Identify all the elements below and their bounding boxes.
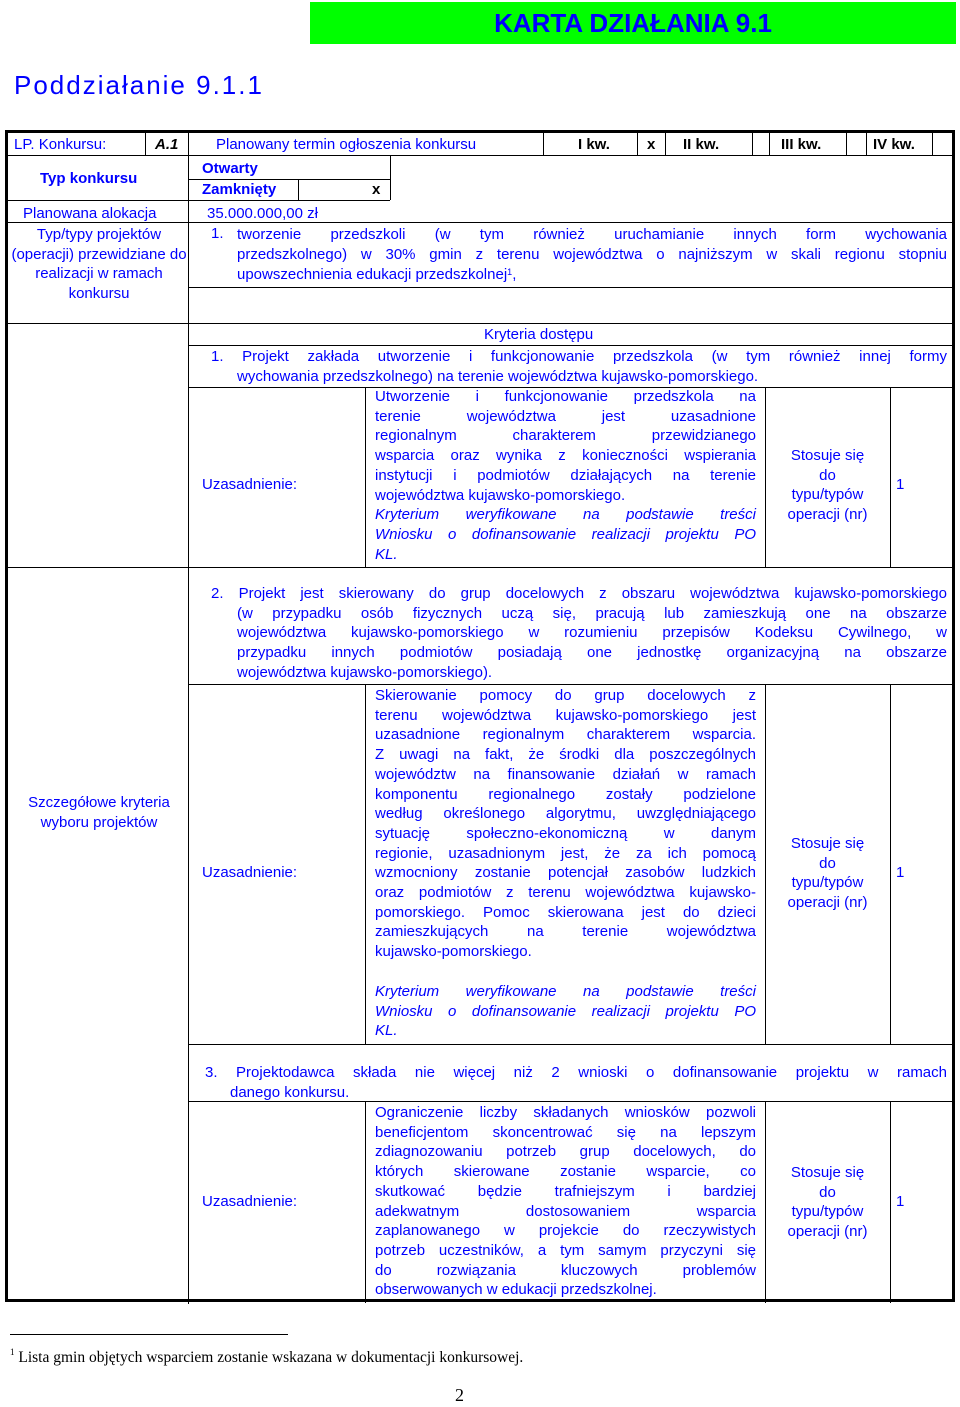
verification-line: Wniosku o dofinansowanie realizacji projektu PO <box>375 525 756 543</box>
row-divider <box>5 155 955 156</box>
applies-line: operacji (nr) <box>787 894 868 912</box>
criterion-2-uzasadnienie-label: Uzasadnienie: <box>202 864 298 881</box>
text-line: województwa kujawsko-pomorskiego). <box>237 663 493 681</box>
criterion-1-text: 1. Projekt zakłada utworzenie i funkcjonowanie przedszkola (w tym również innej formy <box>211 348 947 365</box>
lp-label: LP. Konkursu: <box>14 136 107 153</box>
row-divider <box>188 684 955 685</box>
row-divider <box>5 567 955 568</box>
row-divider <box>5 222 955 223</box>
text-line: 2. Projekt jest skierowany do grup docelowych z obszaru województwa kujawsko-pomorskiego <box>211 585 947 602</box>
divider <box>145 132 146 156</box>
criterion-3-applies-value: 1 <box>896 1193 905 1210</box>
verification-line: KL. <box>375 545 398 563</box>
column-divider <box>188 222 189 1304</box>
divider <box>188 200 189 222</box>
option-zamkniety-mark: x <box>372 181 381 198</box>
text-line: regionie, uzasadnionym jest, że za ich pomocą <box>375 844 756 862</box>
criterion-2-uzasadnienie-text <box>375 686 756 962</box>
quarter-1-mark: x <box>647 136 656 153</box>
criterion-2-applies-label <box>765 834 890 913</box>
text-line: wsparcia oraz wynika z konieczności wspierania <box>375 447 756 465</box>
alokacja-label: Planowana alokacja <box>23 205 157 222</box>
text-line: do rozwiązania kluczowych problemów <box>375 1261 756 1279</box>
criterion-2-text <box>211 584 947 683</box>
szczegolowe-label: Szczegółowe kryteria wyboru projektów <box>28 794 170 831</box>
criterion-3-uzasadnienie-text <box>375 1103 756 1300</box>
text-line: beneficjentom skoncentrować się na lepszym <box>375 1123 756 1141</box>
criterion-2-applies-value: 1 <box>896 864 905 881</box>
criterion-3-text: 3. Projektodawca składa nie więcej niż 2 wnioski o dofinansowanie projektu w ramach <box>205 1064 947 1081</box>
text-line: sytuację społeczno-ekonomiczną w danym <box>375 824 756 842</box>
footnote-separator <box>10 1334 288 1335</box>
text-line: województw na finansowanie działań w ramach <box>375 765 756 783</box>
quarter-4: IV kw. <box>873 136 915 153</box>
applies-line: operacji (nr) <box>787 1223 868 1241</box>
criterion-1-text: wychowania przedszkolnego) na terenie województwa kujawsko-pomorskiego. <box>237 368 759 385</box>
text-line: uzasadnione regionalnym charakterem wsparcia. <box>375 726 756 744</box>
applies-line: typu/typów <box>791 486 864 504</box>
applies-line: Stosuje się <box>790 835 865 852</box>
text-line: według określonego algorytmu, uwzględniającego <box>375 805 756 823</box>
footnote-ref: 1 <box>507 267 513 277</box>
kryteria-dostepu-heading: Kryteria dostępu <box>484 326 594 343</box>
criterion-3-applies-label <box>765 1163 890 1242</box>
text-line: zamieszkujących na terenie województwa <box>375 923 756 941</box>
text-line: terenu województwa kujawsko-pomorskiego jest <box>375 706 756 724</box>
divider <box>769 132 770 156</box>
row-divider <box>5 200 390 201</box>
typ-item-line: tworzenie przedszkoli (w tym również uruchamianie innych form wychowania <box>237 226 947 243</box>
typy-projektow-label: Typ/typy projektów (operacji) przewidziane do realizacji w ramach konkursu <box>11 226 187 303</box>
typ-item-number: 1. <box>211 225 224 242</box>
applies-line: operacji (nr) <box>787 506 868 524</box>
alokacja-value: 35.000.000,00 zł <box>207 205 318 222</box>
text-line: KL. <box>375 1022 398 1040</box>
text-line: Kryterium weryfikowane na podstawie treści <box>375 983 756 1000</box>
row-divider <box>188 179 390 180</box>
applies-line: do <box>819 1183 836 1201</box>
page-subtitle: Poddziałanie 9.1.1 <box>14 70 264 100</box>
text-line: potrzeb uczestników, a tym samym przyczyni się <box>375 1241 756 1259</box>
applies-line: Stosuje się <box>790 447 865 464</box>
divider <box>365 684 366 1044</box>
option-otwarty: Otwarty <box>202 160 258 177</box>
criterion-1-applies-value: 1 <box>896 476 905 493</box>
row-divider <box>188 1044 955 1045</box>
text-line: Utworzenie i funkcjonowanie przedszkola na <box>375 388 756 405</box>
divider <box>890 684 891 1044</box>
text-line: Z uwagi na fakt, że środki dla poszczególnych <box>375 746 756 764</box>
footnote: $^1$ Lista gmin objętych wsparciem zostanie wskazana w dokumentacji konkursowej. <box>10 1347 524 1366</box>
text-line: Ograniczenie liczby składanych wniosków pozwoli <box>375 1104 756 1121</box>
divider <box>665 132 666 156</box>
criterion-1-applies-label <box>765 446 890 525</box>
text-line: oraz podmiotów z terenu województwa kujawsko- <box>375 884 756 902</box>
text-line: instytucji i podmiotów działających na terenie <box>375 466 756 484</box>
row-divider <box>5 323 955 324</box>
text-line: Wniosku o dofinansowanie realizacji projektu PO <box>375 1002 756 1020</box>
typ-item-last-line: upowszechnienia edukacji przedszkolnej$^1$, <box>237 266 517 283</box>
text-line: pomorskiego. Pomoc skierowana jest do dzieci <box>375 903 756 921</box>
termin-label: Planowany termin ogłoszenia konkursu <box>216 136 477 153</box>
quarter-1: I kw. <box>578 136 610 153</box>
text-line: wzmocniony zostanie potencjał zasobów ludzkich <box>375 864 756 882</box>
applies-line: typu/typów <box>791 874 864 892</box>
criterion-3-text: danego konkursu. <box>230 1084 350 1101</box>
divider <box>932 132 933 156</box>
applies-line: Stosuje się <box>790 1164 865 1181</box>
divider <box>365 387 366 567</box>
typ-konkursu-label: Typ konkursu <box>40 170 138 187</box>
divider <box>890 1101 891 1303</box>
applies-line: typu/typów <box>791 1203 864 1221</box>
text-line: kujawsko-pomorskiego. <box>375 943 532 961</box>
text-line: Skierowanie pomocy do grup docelowych z <box>375 687 756 704</box>
lp-value: A.1 <box>155 136 179 153</box>
divider <box>846 132 847 156</box>
verification-line: Kryterium weryfikowane na podstawie treści <box>375 506 756 524</box>
row-divider <box>188 1101 955 1102</box>
divider <box>365 1101 366 1303</box>
criterion-1-uzasadnienie-text <box>375 387 756 564</box>
applies-line: do <box>819 466 836 484</box>
divider <box>390 156 391 200</box>
divider <box>637 132 638 156</box>
text-line: zaplanowanego w projekcie do rzeczywistych <box>375 1222 756 1240</box>
text-line: regionalnym charakterem przewidzianego <box>375 427 756 445</box>
typ-item-line: przedszkolnego) w 30% gmin z terenu województwa o najniższym w skali regionu stopniu <box>237 246 947 263</box>
divider <box>188 156 189 200</box>
quarter-3: III kw. <box>781 136 822 153</box>
divider <box>298 179 299 200</box>
divider <box>866 132 867 156</box>
text-line: adekwatnym dostosowaniem wsparcia <box>375 1202 756 1220</box>
divider <box>188 132 189 156</box>
applies-line: do <box>819 854 836 872</box>
criterion-2-verification <box>375 982 756 1041</box>
text-line: przypadku innych podmiotów posiadają one jednostkę organizacyjną na obszarze <box>237 644 947 662</box>
text-line: województwa kujawsko-pomorskiego w rozumieniu przepisów Kodeksu Cywilnego, w <box>237 624 947 642</box>
text-line: województwa kujawsko-pomorskiego. <box>375 486 626 504</box>
text-line: terenie województwa jest uzasadnione <box>375 407 756 425</box>
divider <box>752 132 753 156</box>
text-line: obserwowanych w edukacji przedszkolnej. <box>375 1281 657 1299</box>
page-number: 2 <box>455 1385 464 1405</box>
divider <box>890 387 891 567</box>
text-line: zdiagnozowaniu potrzeb grup docelowych, do <box>375 1143 756 1161</box>
row-divider <box>188 287 955 288</box>
text-line: skutkować będzie trafniejszym i bardziej <box>375 1182 756 1200</box>
text-line: (w przypadku osób fizycznych uczą się, pracują lub zamieszkują one na obszarze <box>237 604 947 622</box>
option-zamkniety: Zamknięty <box>202 181 277 198</box>
row-divider <box>188 345 955 346</box>
quarter-2: II kw. <box>683 136 720 153</box>
page-title: KARTA DZIAŁANIA 9.1 <box>494 8 772 38</box>
text-line: których skierowane zostanie wsparcie, co <box>375 1163 756 1181</box>
divider <box>543 132 544 156</box>
criterion-3-uzasadnienie-label: Uzasadnienie: <box>202 1193 298 1210</box>
criterion-1-uzasadnienie-label: Uzasadnienie: <box>202 476 298 493</box>
text-line: komponentu regionalnego zostały podzielone <box>375 785 756 803</box>
